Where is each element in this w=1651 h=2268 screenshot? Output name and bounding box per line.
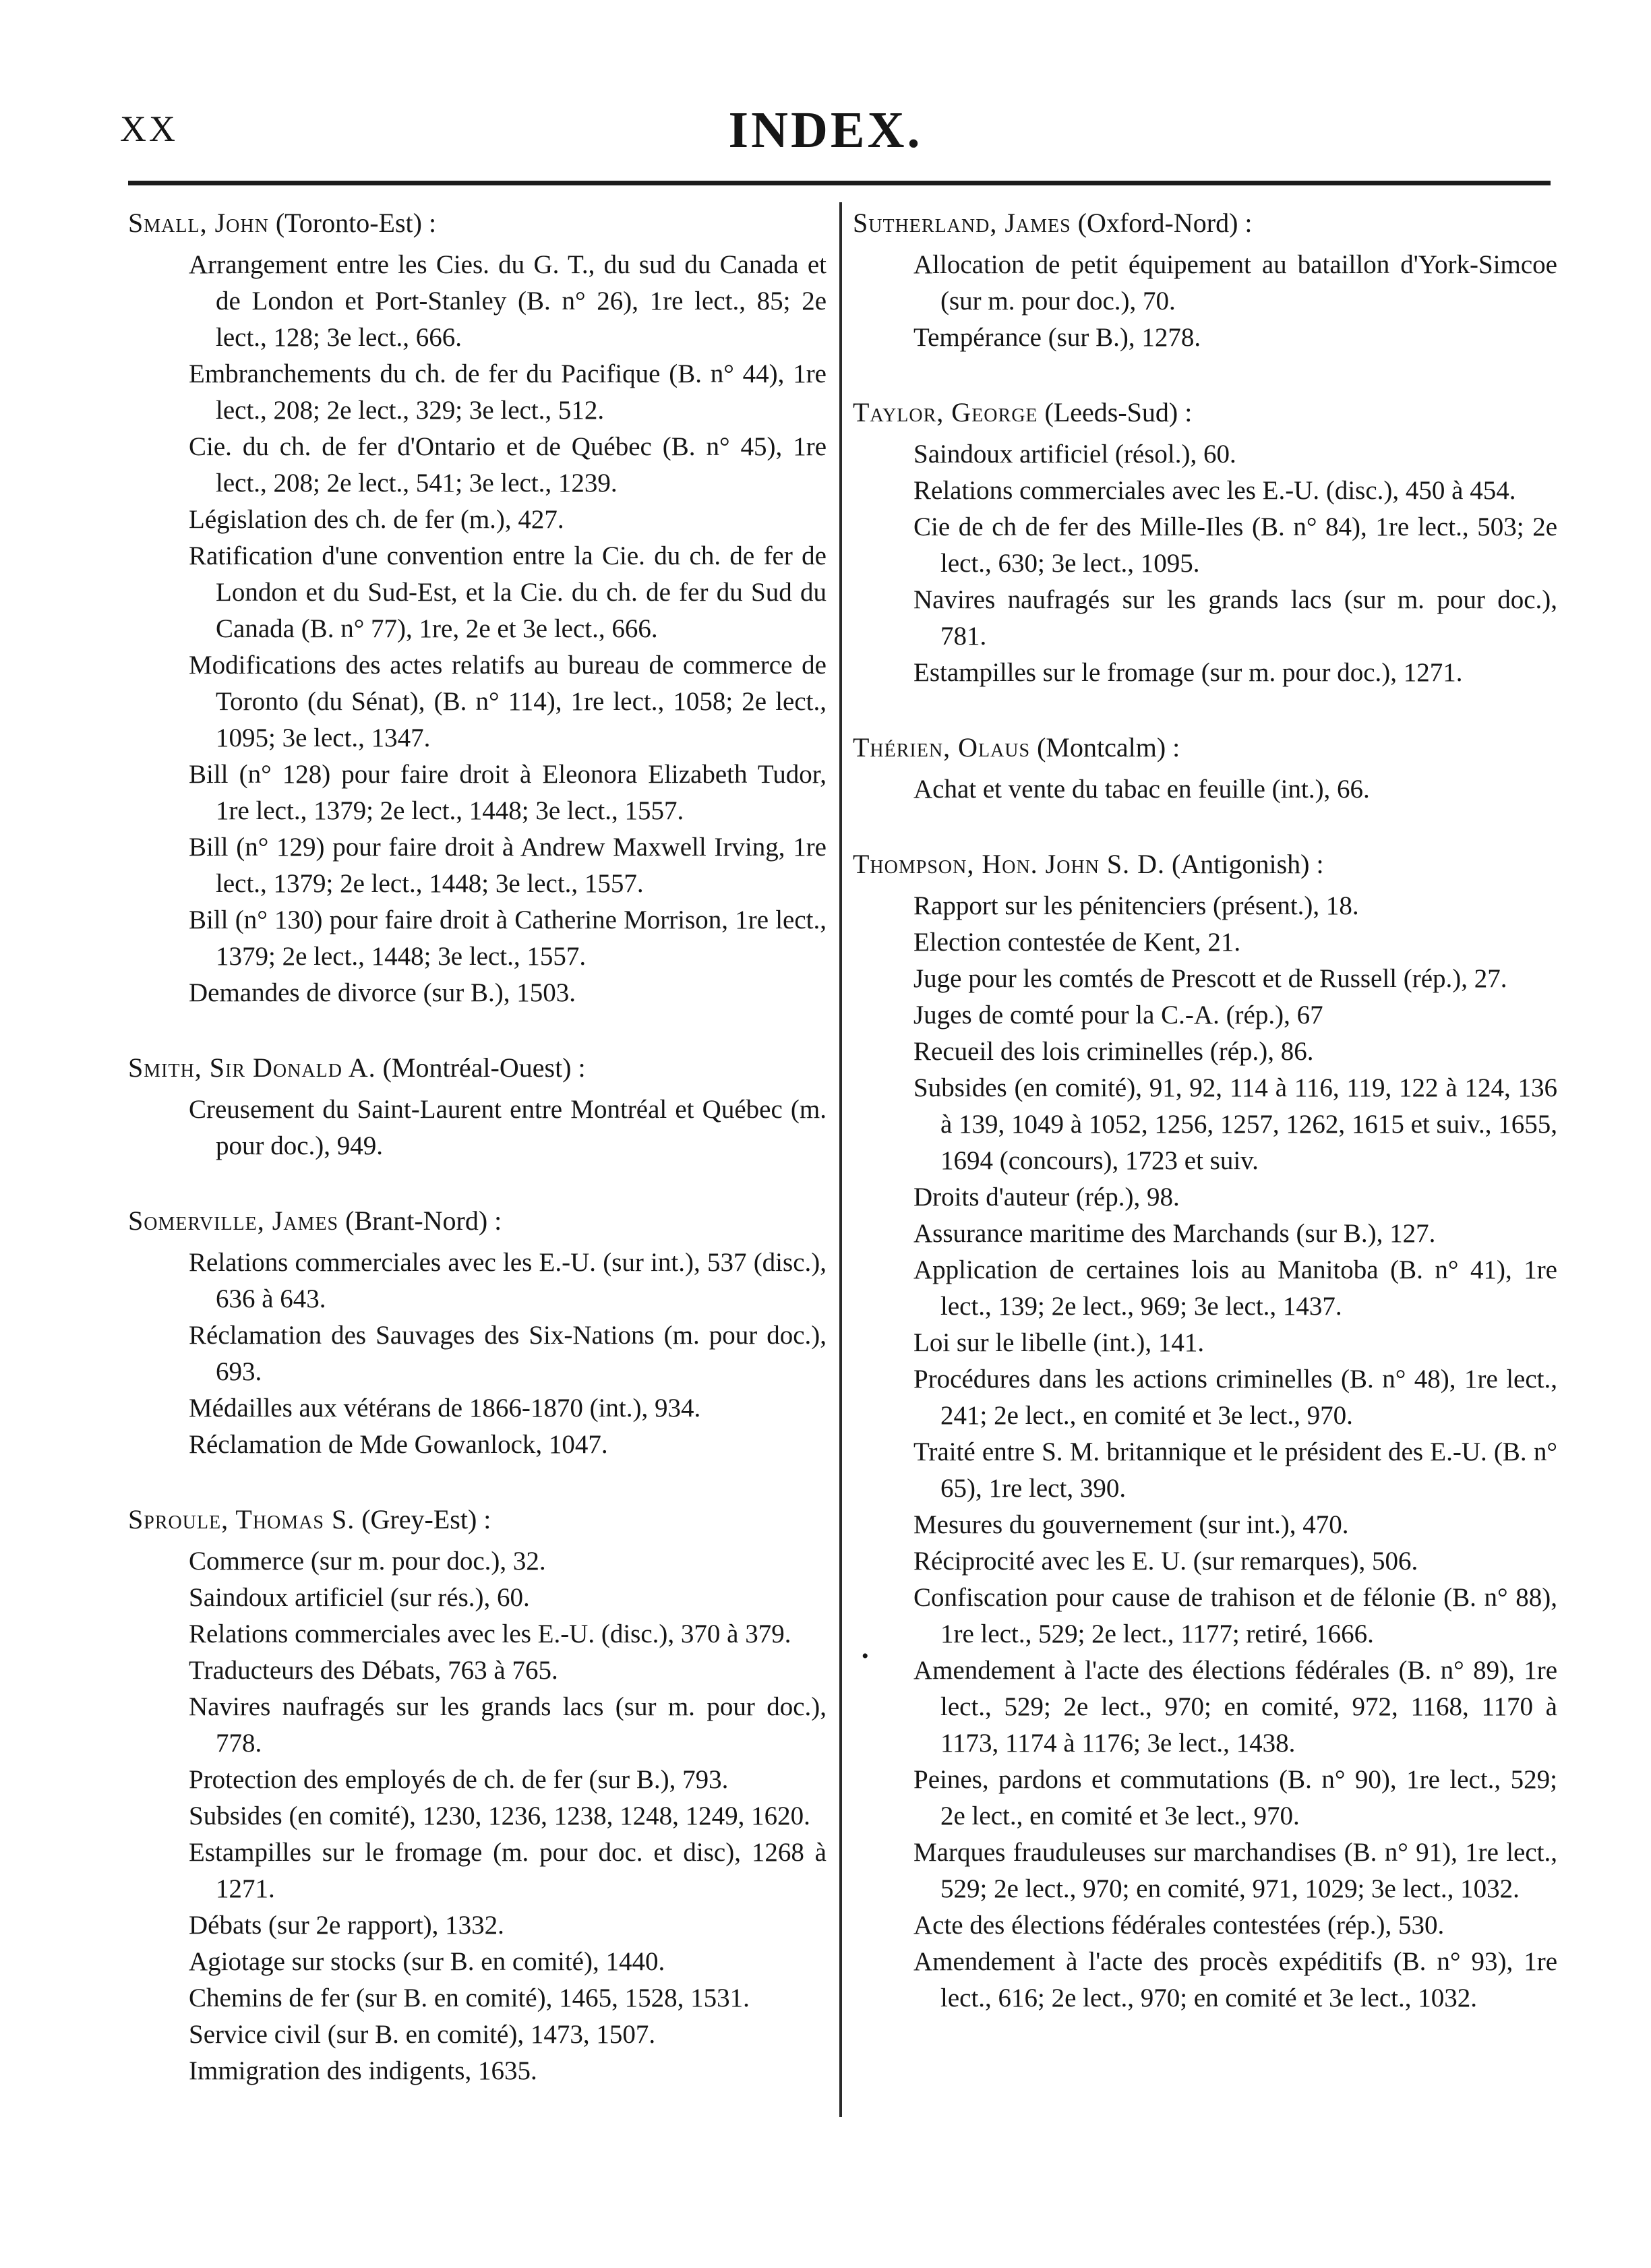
index-item: Assurance maritime des Marchands (sur B.), 127.: [913, 1219, 1436, 1248]
member-riding: (Antigonish) :: [1165, 849, 1324, 879]
index-item: Saindoux artificiel (résol.), 60.: [913, 440, 1236, 469]
index-entry: [128, 1203, 827, 1463]
index-item: Juge pour les comtés de Prescott et de Russell (rép.), 27.: [913, 964, 1507, 993]
index-item: Réciprocité avec les E. U. (sur remarques), 506.: [913, 1547, 1418, 1576]
member-name: Smith, Sir Donald A.: [128, 1052, 376, 1083]
index-item: Protection des employés de ch. de fer (sur B.), 793.: [189, 1765, 729, 1794]
index-item: Relations commerciales avec les E.-U. (disc.), 370 à 379.: [189, 1619, 791, 1648]
left-column: [128, 205, 827, 2128]
index-item: Relations commerciales avec les E.-U. (disc.), 450 à 454.: [913, 476, 1516, 505]
member-riding: (Oxford-Nord) :: [1071, 208, 1253, 238]
member-name: Taylor, George: [853, 397, 1038, 427]
index-item: Confiscation pour cause de trahison et de félonie (B. n° 88), 1re lect., 529; 2e lect., 1177; retiré, 1666.: [913, 1583, 1557, 1648]
index-item: Achat et vente du tabac en feuille (int.), 66.: [913, 775, 1370, 804]
index-entry: [128, 205, 827, 1011]
index-entry: [853, 846, 1557, 2017]
index-item: Rapport sur les pénitenciers (présent.), 18.: [913, 891, 1359, 920]
member-riding: (Grey-Est) :: [355, 1504, 491, 1534]
member-heading: [853, 729, 1557, 766]
index-item: Ratification d'une convention entre la Cie. du ch. de fer de London et du Sud-Est, et la Cie. du ch. de fer du Sud du Canada (B. n° 77), 1re, 2e et 3e lect., 666.: [189, 541, 827, 643]
index-entry: [853, 205, 1557, 356]
index-item: Creusement du Saint-Laurent entre Montréal et Québec (m. pour doc.), 949.: [189, 1095, 827, 1160]
index-entry: [853, 394, 1557, 691]
index-item: Saindoux artificiel (sur rés.), 60.: [189, 1583, 530, 1612]
index-item: Marques frauduleuses sur marchandises (B. n° 91), 1re lect., 529; 2e lect., 970; en comité, 971, 1029; 3e lect., 1032.: [913, 1838, 1557, 1903]
index-item: Navires naufragés sur les grands lacs (sur m. pour doc.), 778.: [189, 1692, 827, 1758]
index-item: Bill (n° 129) pour faire droit à Andrew Maxwell Irving, 1re lect., 1379; 2e lect., 1448; 3e lect., 1557.: [189, 833, 827, 898]
member-name: Thérien, Olaus: [853, 732, 1031, 763]
index-item: Débats (sur 2e rapport), 1332.: [189, 1911, 504, 1940]
index-item: Subsides (en comité), 1230, 1236, 1238, 1248, 1249, 1620.: [189, 1801, 810, 1830]
member-riding: (Montcalm) :: [1030, 732, 1180, 763]
index-item: Recueil des lois criminelles (rép.), 86.: [913, 1037, 1314, 1066]
member-heading: [853, 394, 1557, 431]
index-item: Allocation de petit équipement au bataillon d'York-Simcoe (sur m. pour doc.), 70.: [913, 250, 1557, 316]
page-title: INDEX.: [728, 102, 923, 158]
index-item: Bill (n° 128) pour faire droit à Eleonora Elizabeth Tudor, 1re lect., 1379; 2e lect., 1448; 3e lect., 1557.: [189, 760, 827, 825]
member-heading: [128, 1050, 827, 1086]
member-riding: (Brant-Nord) :: [338, 1205, 502, 1236]
index-item: Droits d'auteur (rép.), 98.: [913, 1183, 1180, 1212]
index-entry: [128, 1050, 827, 1164]
index-item: Réclamation de Mde Gowanlock, 1047.: [189, 1430, 608, 1459]
index-item: Tempérance (sur B.), 1278.: [913, 323, 1201, 352]
index-item: Amendement à l'acte des procès expéditifs (B. n° 93), 1re lect., 616; 2e lect., 970; en comité et 3e lect., 1032.: [913, 1947, 1557, 2012]
index-item: Application de certaines lois au Manitoba (B. n° 41), 1re lect., 139; 2e lect., 969; 3e lect., 1437.: [913, 1255, 1557, 1321]
page-number: XX: [120, 109, 178, 149]
index-entry: [853, 729, 1557, 808]
index-item: Acte des élections fédérales contestées (rép.), 530.: [913, 1911, 1445, 1940]
index-item: Estampilles sur le fromage (sur m. pour doc.), 1271.: [913, 658, 1463, 687]
member-name: Somerville, James: [128, 1205, 339, 1236]
index-item: Commerce (sur m. pour doc.), 32.: [189, 1547, 546, 1576]
index-item: Embranchements du ch. de fer du Pacifique (B. n° 44), 1re lect., 208; 2e lect., 329; 3e lect., 512.: [189, 359, 827, 425]
member-name: Small, John: [128, 208, 269, 238]
index-item: Législation des ch. de fer (m.), 427.: [189, 505, 564, 534]
index-item: Immigration des indigents, 1635.: [189, 2056, 537, 2085]
index-item: Procédures dans les actions criminelles (B. n° 48), 1re lect., 241; 2e lect., en comité et 3e lect., 970.: [913, 1365, 1557, 1430]
member-riding: (Toronto-Est) :: [268, 208, 437, 238]
index-item: Navires naufragés sur les grands lacs (sur m. pour doc.), 781.: [913, 585, 1557, 651]
index-item: Cie. du ch. de fer d'Ontario et de Québec (B. n° 45), 1re lect., 208; 2e lect., 541; 3e lect., 1239.: [189, 432, 827, 498]
header-rule: [128, 181, 1551, 185]
index-item: Arrangement entre les Cies. du G. T., du sud du Canada et de London et Port-Stanley (B. n° 26), 1re lect., 85; 2e lect., 128; 3e lect., 666.: [189, 250, 827, 352]
index-item: Peines, pardons et commutations (B. n° 90), 1re lect., 529; 2e lect., en comité et 3e lect., 970.: [913, 1765, 1557, 1830]
index-item: Subsides (en comité), 91, 92, 114 à 116, 119, 122 à 124, 136 à 139, 1049 à 1052, 1256, 1257, 1262, 1615 et suiv., 1655, 1694 (concours), 1723 et suiv.: [913, 1073, 1557, 1175]
member-heading: [853, 846, 1557, 883]
column-divider: [839, 202, 842, 2117]
index-entry: [128, 1501, 827, 2089]
index-item: Cie de ch de fer des Mille-Iles (B. n° 84), 1re lect., 503; 2e lect., 630; 3e lect., 1095.: [913, 512, 1557, 578]
member-heading: [128, 1501, 827, 1538]
index-item: Demandes de divorce (sur B.), 1503.: [189, 978, 576, 1007]
index-item: Traducteurs des Débats, 763 à 765.: [189, 1656, 558, 1685]
index-item: Relations commerciales avec les E.-U. (sur int.), 537 (disc.), 636 à 643.: [189, 1248, 827, 1313]
index-item: Agiotage sur stocks (sur B. en comité), 1440.: [189, 1947, 665, 1976]
index-item: Loi sur le libelle (int.), 141.: [913, 1328, 1205, 1357]
index-item: Estampilles sur le fromage (m. pour doc. et disc), 1268 à 1271.: [189, 1838, 827, 1903]
index-item: Amendement à l'acte des élections fédérales (B. n° 89), 1re lect., 529; 2e lect., 970; en comité, 972, 1168, 1170 à 1173, 1174 à 1176; 3e lect., 1438.: [913, 1656, 1557, 1758]
member-name: Sutherland, James: [853, 208, 1071, 238]
index-item: Bill (n° 130) pour faire droit à Catherine Morrison, 1re lect., 1379; 2e lect., 1448; 3e lect., 1557.: [189, 905, 827, 971]
member-name: Thompson, Hon. John S. D.: [853, 849, 1166, 879]
member-heading: [128, 1203, 827, 1239]
member-heading: [128, 205, 827, 241]
member-riding: (Leeds-Sud) :: [1038, 397, 1193, 427]
index-item: Chemins de fer (sur B. en comité), 1465, 1528, 1531.: [189, 1983, 750, 2012]
member-name: Sproule, Thomas S.: [128, 1504, 355, 1534]
index-item: Service civil (sur B. en comité), 1473, 1507.: [189, 2020, 656, 2049]
index-item: Médailles aux vétérans de 1866-1870 (int.), 934.: [189, 1394, 701, 1423]
index-item: Juges de comté pour la C.-A. (rép.), 67: [913, 1001, 1323, 1029]
index-item: Modifications des actes relatifs au bureau de commerce de Toronto (du Sénat), (B. n° 114), 1re lect., 1058; 2e lect., 1095; 3e lect., 1347.: [189, 651, 827, 752]
index-item: Traité entre S. M. britannique et le président des E.-U. (B. n° 65), 1re lect, 390.: [913, 1437, 1557, 1503]
index-item: Réclamation des Sauvages des Six-Nations (m. pour doc.), 693.: [189, 1321, 827, 1386]
member-heading: [853, 205, 1557, 241]
index-item: Mesures du gouvernement (sur int.), 470.: [913, 1510, 1349, 1539]
right-column: [853, 205, 1557, 2055]
member-riding: (Montréal-Ouest) :: [376, 1052, 586, 1083]
margin-dot: •: [862, 1645, 869, 1667]
index-item: Election contestée de Kent, 21.: [913, 928, 1241, 957]
